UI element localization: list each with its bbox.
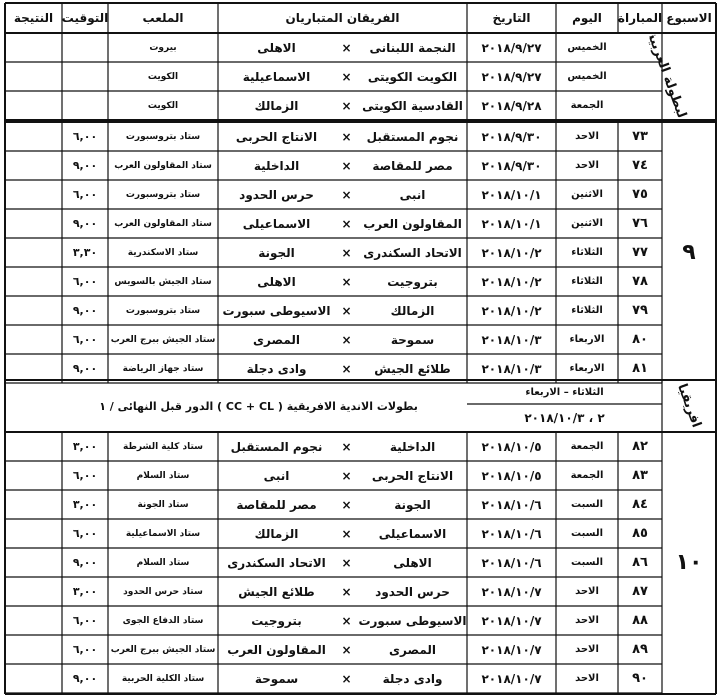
away-team: الزمالك	[254, 98, 299, 113]
match-day: الاحد	[575, 160, 599, 171]
match-number: ٧٧	[632, 245, 648, 260]
away-team: وادى دجلة	[246, 361, 307, 376]
match-time: ٣,٠٠	[72, 585, 98, 598]
versus-separator: ×	[341, 158, 352, 173]
versus-separator: ×	[341, 642, 352, 657]
match-time: ٦,٠٠	[72, 614, 98, 627]
versus-separator: ×	[341, 613, 352, 628]
away-team: الاسماعيلية	[242, 69, 311, 84]
match-venue: بيروت	[149, 42, 177, 53]
match-date: ٢٠١٨/١٠/٥	[481, 439, 542, 454]
home-team: الاسماعيلى	[378, 526, 447, 541]
versus-separator: ×	[341, 129, 352, 144]
home-team: بتروجيت	[387, 274, 438, 289]
match-venue: ستاد بتروسبورت	[125, 305, 201, 316]
away-team: الداخلية	[253, 158, 300, 173]
match-number: ٧٦	[632, 216, 648, 231]
match-date: ٢٠١٨/١٠/٧	[481, 584, 542, 599]
away-team: المصرى	[253, 332, 300, 347]
match-venue: ستاد الجونة	[137, 499, 189, 510]
match-time: ٦,٠٠	[72, 643, 98, 656]
match-venue: ستاد الدفاع الجوى	[122, 615, 204, 626]
match-date: ٢٠١٨/١٠/٧	[481, 642, 542, 657]
home-team: المقاولون العرب	[363, 216, 462, 231]
week-number-10: ١٠	[675, 550, 703, 575]
versus-separator: ×	[341, 40, 352, 55]
home-team: النجمة اللبنانى	[369, 40, 456, 55]
match-day: الاربعاء	[569, 334, 605, 345]
match-date: ٢٠١٨/١٠/٧	[481, 671, 542, 686]
match-day: الجمعة	[570, 100, 604, 111]
match-time: ٣,٠٠	[72, 440, 98, 453]
match-day: الاحد	[575, 673, 599, 684]
match-time: ٩,٠٠	[72, 159, 98, 172]
match-number: ٧٥	[632, 187, 648, 202]
header-time: التوقيت	[62, 11, 108, 25]
match-date: ٢٠١٨/١٠/١	[481, 187, 542, 202]
match-date: ٢٠١٨/١٠/٣	[481, 361, 542, 376]
week-number-9: ٩	[682, 240, 696, 265]
versus-separator: ×	[341, 216, 352, 231]
match-date: ٢٠١٨/١٠/٦	[481, 555, 542, 570]
home-team: الانتاج الحربى	[371, 468, 454, 483]
match-time: ٣,٠٠	[72, 498, 98, 511]
match-day: الخميس	[567, 42, 607, 53]
match-venue: ستاد المقاولون العرب	[114, 160, 212, 171]
match-venue: الكويت	[147, 100, 179, 111]
match-venue: ستاد حرس الحدود	[123, 586, 203, 597]
versus-separator: ×	[341, 274, 352, 289]
home-team: القادسية الكويتى	[362, 98, 463, 113]
match-venue: ستاد كلية الشرطة	[123, 441, 203, 452]
versus-separator: ×	[341, 361, 352, 376]
match-date: ٢٠١٨/١٠/٢	[481, 245, 542, 260]
match-number: ٨٥	[632, 526, 648, 541]
match-number: ٨٨	[632, 613, 648, 628]
away-team: الجونة	[258, 245, 295, 260]
match-number: ٨٧	[632, 584, 648, 599]
versus-separator: ×	[341, 332, 352, 347]
versus-separator: ×	[341, 303, 352, 318]
match-date: ٢٠١٨/٩/٣٠	[481, 129, 542, 144]
away-team: الاسماعيلى	[242, 216, 311, 231]
home-team: وادى دجلة	[382, 671, 443, 686]
home-team: الداخلية	[389, 439, 436, 454]
home-team: الاهلى	[393, 555, 432, 570]
away-team: بتروجيت	[251, 613, 302, 628]
match-time: ٩,٠٠	[72, 304, 98, 317]
match-number: ٨٠	[632, 332, 648, 347]
match-number: ٨٦	[632, 555, 648, 570]
home-team: الجونة	[394, 497, 431, 512]
versus-separator: ×	[341, 468, 352, 483]
match-time: ٦,٠٠	[72, 527, 98, 540]
match-day: الاثنين	[571, 189, 603, 200]
match-number: ٧٤	[632, 158, 648, 173]
match-venue: ستاد الجيش بالسويس	[114, 276, 212, 287]
away-team: نجوم المستقبل	[230, 439, 323, 454]
away-team: الاهلى	[257, 40, 296, 55]
match-date: ٢٠١٨/١٠/٥	[481, 468, 542, 483]
home-team: انبى	[399, 187, 426, 202]
home-team: طلائع الجيش	[374, 361, 451, 376]
match-date: ٢٠١٨/١٠/٧	[481, 613, 542, 628]
match-time: ٦,٠٠	[72, 469, 98, 482]
match-number: ٨٢	[632, 439, 648, 454]
home-team: حرس الحدود	[375, 584, 450, 599]
match-venue: ستاد الاسماعيلية	[125, 528, 201, 539]
away-team: حرس الحدود	[239, 187, 314, 202]
versus-separator: ×	[341, 671, 352, 686]
versus-separator: ×	[341, 584, 352, 599]
away-team: الاسيوطى سبورت	[222, 303, 331, 318]
match-date: ٢٠١٨/٩/٢٨	[481, 98, 542, 113]
match-venue: ستاد بتروسبورت	[125, 131, 201, 142]
match-venue: ستاد الكلية الحربية	[121, 673, 205, 684]
versus-separator: ×	[341, 187, 352, 202]
header-teams: الفريقان المتباريان	[285, 11, 400, 25]
home-team: سموحة	[390, 332, 435, 347]
away-team: الزمالك	[254, 526, 299, 541]
match-date: ٢٠١٨/١٠/٦	[481, 526, 542, 541]
versus-separator: ×	[341, 69, 352, 84]
african-dates: ٢ ، ٢٠١٨/١٠/٣	[524, 411, 605, 425]
match-time: ٦,٠٠	[72, 333, 98, 346]
match-number: ٧٩	[632, 303, 648, 318]
match-date: ٢٠١٨/١٠/١	[481, 216, 542, 231]
match-day: السبت	[570, 499, 604, 510]
match-venue: ستاد السلام	[136, 470, 190, 481]
section-label-african: افريقيا	[674, 382, 704, 430]
match-time: ٦,٠٠	[72, 275, 98, 288]
african-note: بطولات الاندية الافريقية ( CC + CL ) الدور قبل النهائى / ١	[99, 399, 418, 413]
versus-separator: ×	[341, 497, 352, 512]
match-number: ٨٤	[632, 497, 648, 512]
header-day: اليوم	[572, 11, 602, 25]
match-day: الاحد	[575, 615, 599, 626]
match-date: ٢٠١٨/١٠/٢	[481, 274, 542, 289]
match-day: الاربعاء	[569, 363, 605, 374]
match-time: ٣,٣٠	[72, 246, 98, 259]
match-day: الثلاثاء	[571, 305, 603, 316]
versus-separator: ×	[341, 439, 352, 454]
away-team: طلائع الجيش	[238, 584, 315, 599]
header-date: التاريخ	[492, 11, 531, 25]
match-time: ٩,٠٠	[72, 362, 98, 375]
versus-separator: ×	[341, 98, 352, 113]
home-team: الاتحاد السكندرى	[363, 245, 462, 260]
away-team: المقاولون العرب	[227, 642, 326, 657]
header-result: النتيجة	[13, 11, 54, 25]
header-week: الاسبوع	[666, 11, 712, 25]
match-day: الثلاثاء	[571, 247, 603, 258]
match-venue: ستاد السلام	[136, 557, 190, 568]
match-date: ٢٠١٨/٩/٣٠	[481, 158, 542, 173]
match-time: ٩,٠٠	[72, 217, 98, 230]
away-team: الاهلى	[257, 274, 296, 289]
match-day: الاحد	[575, 644, 599, 655]
header-match: المباراة	[618, 11, 662, 25]
versus-separator: ×	[341, 526, 352, 541]
match-time: ٦,٠٠	[72, 188, 98, 201]
match-date: ٢٠١٨/١٠/٦	[481, 497, 542, 512]
match-venue: ستاد بتروسبورت	[125, 189, 201, 200]
match-venue: ستاد الاسكندرية	[127, 247, 199, 258]
match-day: الاحد	[575, 586, 599, 597]
match-date: ٢٠١٨/١٠/٣	[481, 332, 542, 347]
match-time: ٦,٠٠	[72, 130, 98, 143]
match-day: الجمعة	[570, 441, 604, 452]
match-number: ٩٠	[632, 671, 648, 686]
match-day: السبت	[570, 528, 604, 539]
african-days: الثلاثاء – الاربعاء	[525, 386, 604, 398]
match-day: الاحد	[575, 131, 599, 142]
match-number: ٨٩	[632, 642, 648, 657]
match-venue: ستاد الجيش ببرج العرب	[110, 334, 216, 345]
away-team: سموحة	[254, 671, 299, 686]
home-team: المصرى	[389, 642, 436, 657]
match-venue: ستاد جهاز الرياضة	[122, 363, 204, 374]
match-date: ٢٠١٨/٩/٢٧	[481, 40, 542, 55]
match-day: الجمعة	[570, 470, 604, 481]
match-date: ٢٠١٨/٩/٢٧	[481, 69, 542, 84]
match-number: ٧٨	[632, 274, 648, 289]
header-venue: الملعب	[142, 11, 184, 25]
away-team: الانتاج الحربى	[235, 129, 318, 144]
versus-separator: ×	[341, 245, 352, 260]
match-date: ٢٠١٨/١٠/٢	[481, 303, 542, 318]
match-venue: ستاد الجيش ببرج العرب	[110, 644, 216, 655]
match-venue: الكويت	[147, 71, 179, 82]
versus-separator: ×	[341, 555, 352, 570]
home-team: الاسيوطى سبورت	[358, 613, 467, 628]
away-team: الاتحاد السكندرى	[227, 555, 326, 570]
away-team: مصر للمقاصة	[236, 497, 317, 512]
match-day: السبت	[570, 557, 604, 568]
home-team: الزمالك	[390, 303, 435, 318]
match-day: الاثنين	[571, 218, 603, 229]
section-label-arab-championship: البطولة العربية	[643, 29, 691, 124]
match-time: ٩,٠٠	[72, 556, 98, 569]
match-day: الثلاثاء	[571, 276, 603, 287]
match-number: ٨٣	[632, 468, 648, 483]
match-number: ٧٣	[632, 129, 648, 144]
home-team: مصر للمقاصة	[372, 158, 453, 173]
home-team: الكويت الكويتى	[367, 69, 458, 84]
match-time: ٩,٠٠	[72, 672, 98, 685]
match-number: ٨١	[632, 361, 648, 376]
match-day: الخميس	[567, 71, 607, 82]
home-team: نجوم المستقبل	[366, 129, 459, 144]
away-team: انبى	[263, 468, 290, 483]
match-venue: ستاد المقاولون العرب	[114, 218, 212, 229]
